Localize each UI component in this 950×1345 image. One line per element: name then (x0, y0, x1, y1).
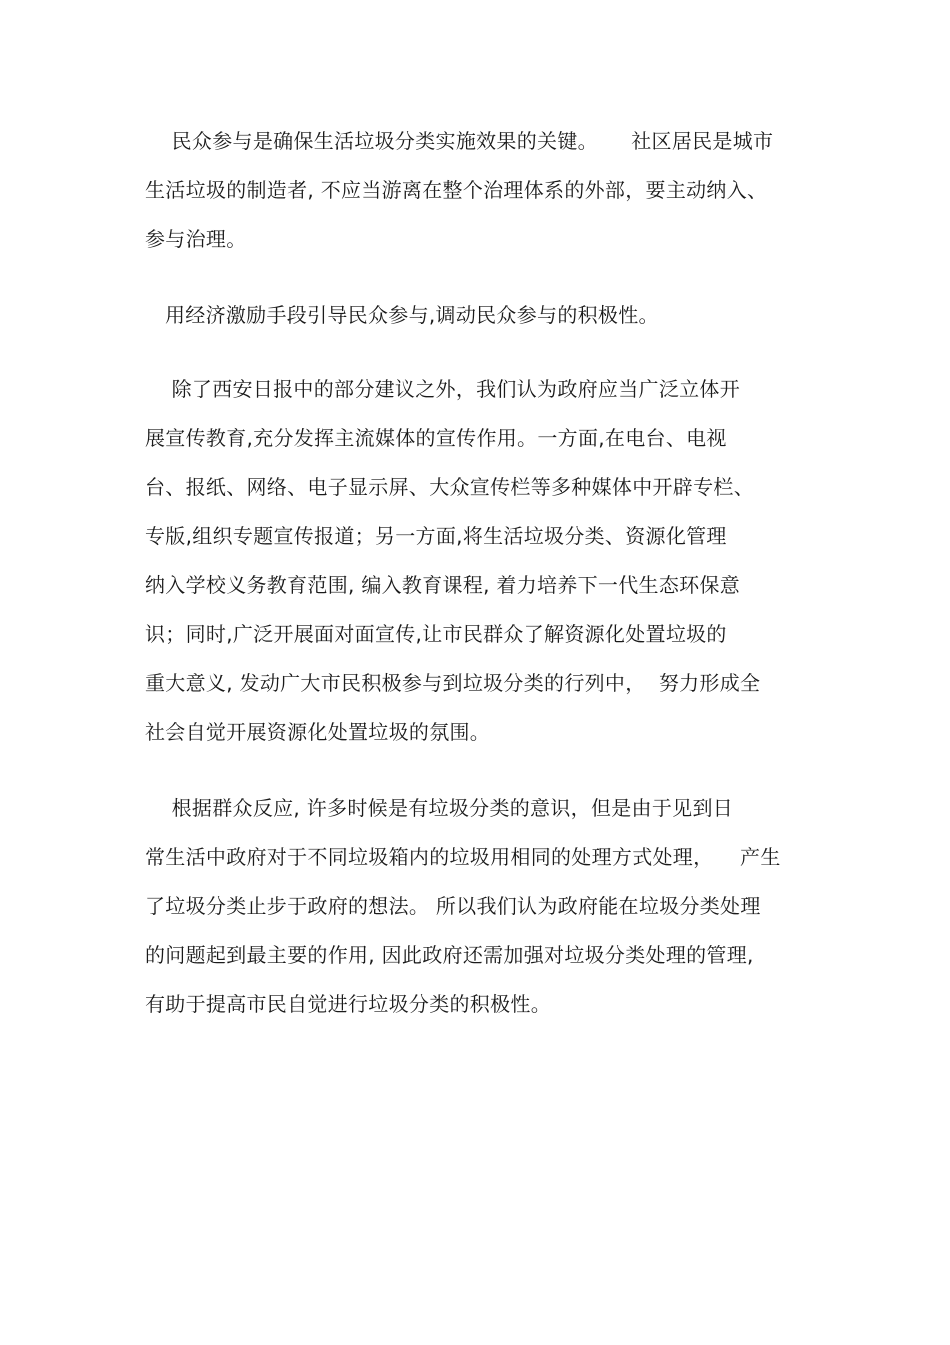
text-line: 专版,组织专题宣传报道；另一方面,将生活垃圾分类、资源化管理 (145, 524, 727, 548)
paragraph-publicity-education (145, 365, 805, 757)
text-line: 常生活中政府对于不同垃圾箱内的垃圾用相同的处理方式处理， 产生 (145, 845, 781, 869)
text-line: 社会自觉开展资源化处置垃圾的氛围。 (145, 720, 491, 744)
text-line: 识；同时,广泛开展面对面宣传,让市民群众了解资源化处置垃圾的 (145, 622, 727, 646)
paragraph-government-role (145, 784, 805, 1029)
text-line: 除了西安日报中的部分建议之外，我们认为政府应当广泛立体开 (145, 377, 741, 401)
text-line: 民众参与是确保生活垃圾分类实施效果的关键。 社区居民是城市 (145, 129, 774, 153)
text-line: 的问题起到最主要的作用, 因此政府还需加强对垃圾分类处理的管理, (145, 943, 754, 967)
text-line: 生活垃圾的制造者, 不应当游离在整个治理体系的外部，要主动纳入、 (145, 178, 768, 202)
paragraph-public-participation (145, 117, 805, 264)
text-line: 台、报纸、网络、电子显示屏、大众宣传栏等多种媒体中开辟专栏、 (145, 475, 754, 499)
text-line: 有助于提高市民自觉进行垃圾分类的积极性。 (145, 992, 551, 1016)
text-line: 了垃圾分类止步于政府的想法。 所以我们认为政府能在垃圾分类处理 (145, 894, 761, 918)
text-line: 纳入学校义务教育范围, 编入教育课程, 着力培养下一代生态环保意 (145, 573, 741, 597)
text-line: 重大意义, 发动广大市民积极参与到垃圾分类的行列中， 努力形成全 (145, 671, 761, 695)
paragraph-economic-incentives (145, 291, 805, 340)
text-line: 根据群众反应, 许多时候是有垃圾分类的意识，但是由于见到日 (145, 796, 734, 820)
text-line: 参与治理。 (145, 227, 247, 251)
text-line: 展宣传教育,充分发挥主流媒体的宣传作用。一方面,在电台、电视 (145, 426, 727, 450)
text-line: 用经济激励手段引导民众参与,调动民众参与的积极性。 (145, 303, 659, 327)
